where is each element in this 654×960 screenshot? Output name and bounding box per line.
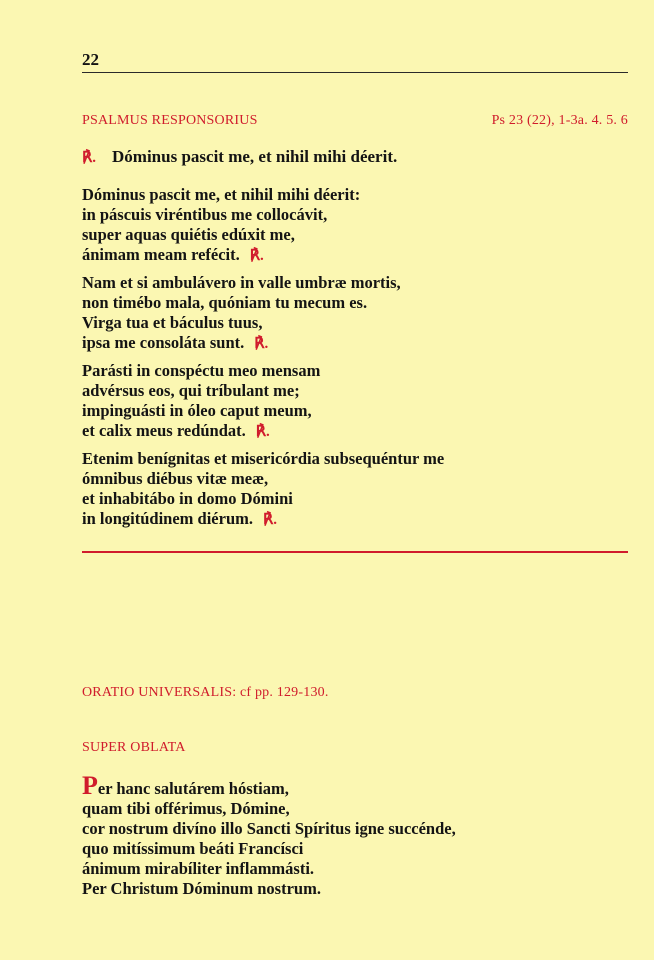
verse-line: super aquas quiétis edúxit me, <box>82 225 295 244</box>
verse-line: advérsus eos, qui tríbulant me; <box>82 381 300 400</box>
stanza <box>82 273 628 354</box>
prayer-line: quam tibi offérimus, Dómine, <box>82 799 290 818</box>
verse-line: Dóminus pascit me, et nihil mihi déerit: <box>82 185 361 204</box>
verse-line-text: ánimam meam refécit. <box>82 245 240 264</box>
oratio-universalis: ORATIO UNIVERSALIS: cf pp. 129-130. <box>82 685 329 700</box>
refrain-text: Dóminus pascit me, et nihil mihi déerit. <box>112 147 398 166</box>
stanza <box>82 185 628 266</box>
response-symbol: ℟. <box>263 512 278 528</box>
stanza <box>82 361 628 442</box>
prayer-first-line-text: er hanc salutárem hóstiam, <box>97 779 289 798</box>
verse-line: et inhabitábo in domo Dómini <box>82 489 293 508</box>
verse-line: ómnibus diébus vitæ meæ, <box>82 469 269 488</box>
prayer-line: cor nostrum divíno illo Sancti Spíritus igne succénde, <box>82 819 456 838</box>
psalm-stanzas <box>82 185 628 537</box>
responsorial-reference: Ps 23 (22), 1-3a. 4. 5. 6 <box>491 113 628 128</box>
prayer-line: quo mitíssimum beáti Francísci <box>82 839 304 858</box>
verse-line: non timébo mala, quóniam tu mecum es. <box>82 293 368 312</box>
verse-line: impinguásti in óleo caput meum, <box>82 401 312 420</box>
verse-line-text: in longitúdinem diérum. <box>82 509 253 528</box>
responsorial-title: PSALMUS RESPONSORIUS <box>82 113 258 128</box>
response-symbol: ℟. <box>254 336 269 352</box>
section-divider <box>82 551 628 553</box>
prayer-first-line <box>82 771 628 800</box>
header-rule <box>82 72 628 73</box>
prayer-line: Per Christum Dóminum nostrum. <box>82 879 321 898</box>
response-symbol: ℟. <box>249 248 264 264</box>
verse-line: in páscuis viréntibus me collocávit, <box>82 205 328 224</box>
verse-line: Virga tua et báculus tuus, <box>82 313 263 332</box>
verse-line <box>82 245 628 266</box>
verse-line <box>82 421 628 442</box>
verse-line <box>82 333 628 354</box>
refrain <box>82 147 397 167</box>
verse-line-text: et calix meus redúndat. <box>82 421 246 440</box>
prayer-text <box>82 771 628 899</box>
stanza <box>82 449 628 530</box>
verse-line <box>82 509 628 530</box>
verse-line: Parásti in conspéctu meo mensam <box>82 361 321 380</box>
drop-initial: P <box>82 771 98 800</box>
prayer-line: ánimum mirabíliter inflammásti. <box>82 859 315 878</box>
verse-line-text: ipsa me consoláta sunt. <box>82 333 245 352</box>
response-symbol: ℟. <box>255 424 270 440</box>
page-number: 22 <box>82 50 99 69</box>
verse-line: Nam et si ambulávero in valle umbræ mortis, <box>82 273 401 292</box>
response-symbol: ℟. <box>82 150 97 166</box>
super-oblata-title: SUPER OBLATA <box>82 740 186 755</box>
verse-line: Etenim benígnitas et misericórdia subsequéntur me <box>82 449 445 468</box>
